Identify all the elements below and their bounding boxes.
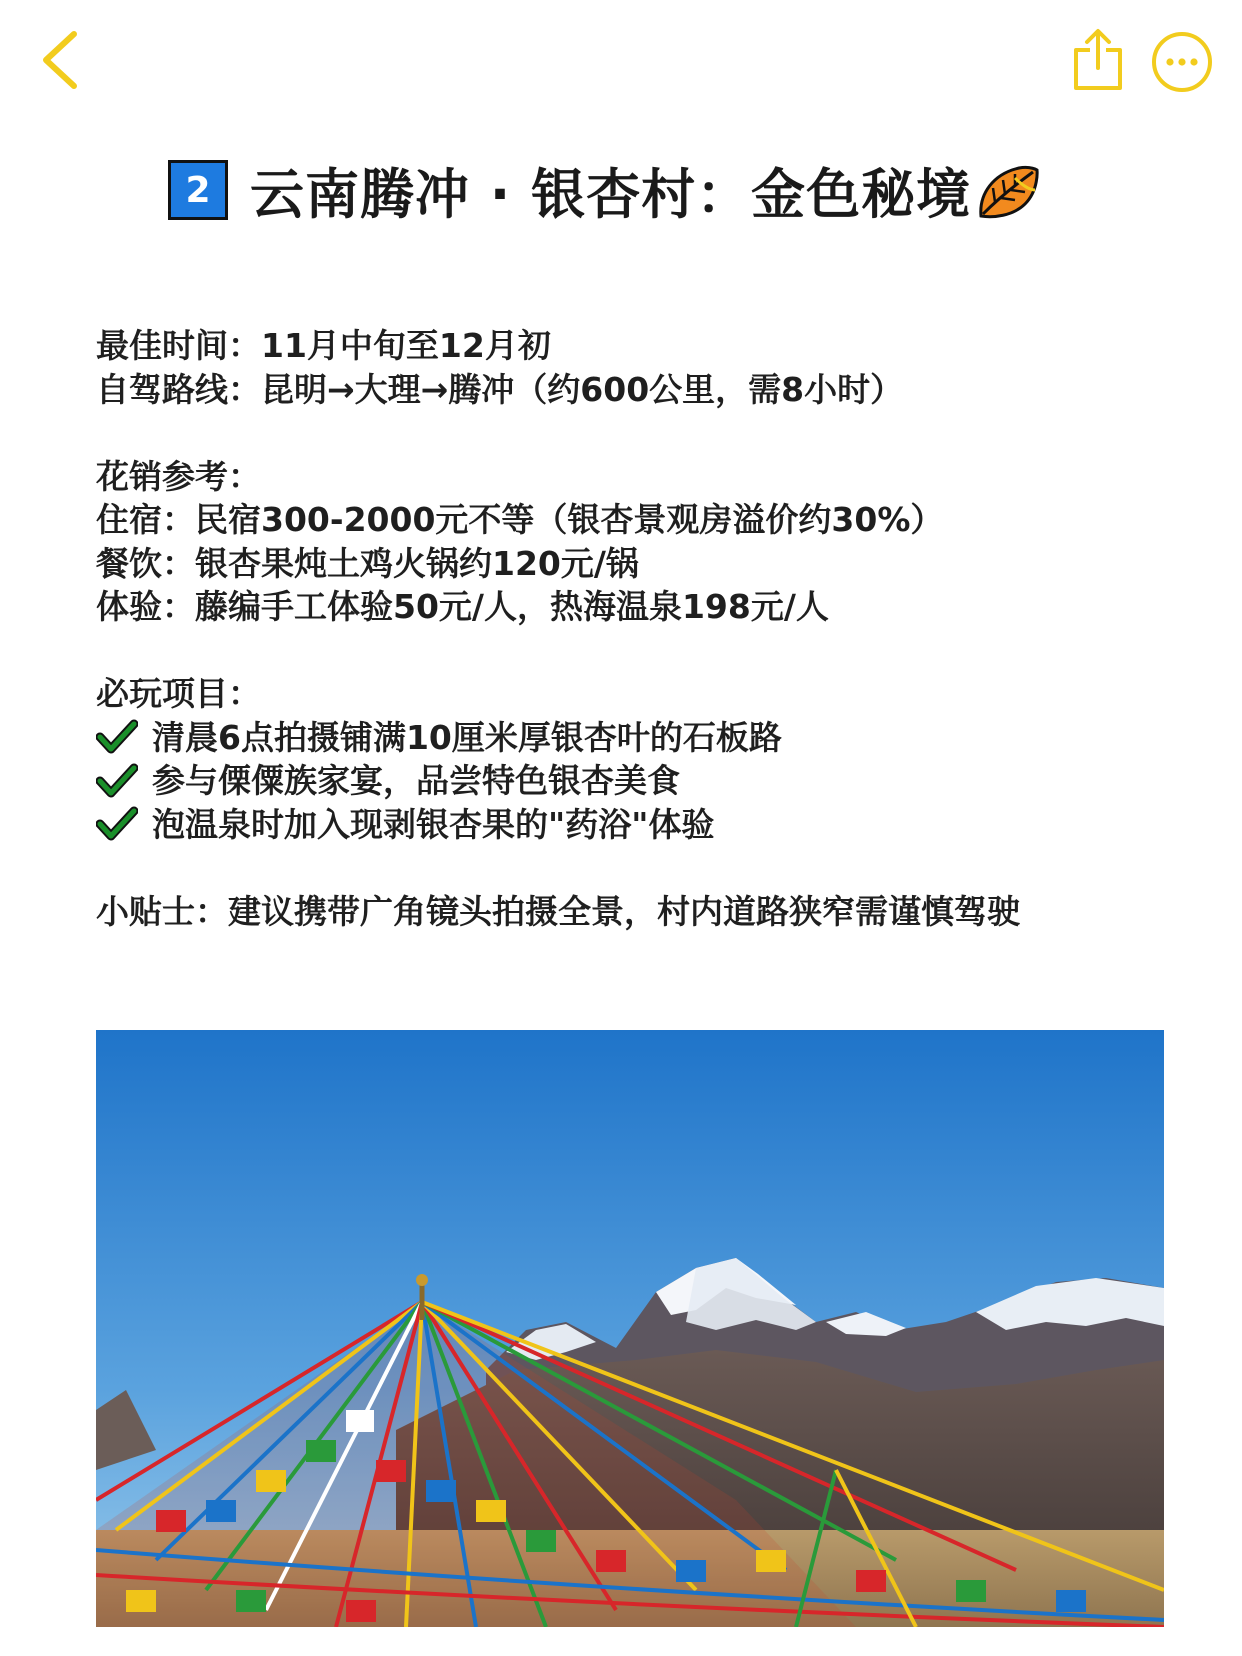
share-button[interactable] bbox=[1070, 26, 1126, 92]
cost-experience: 体验：藤编手工体验50元/人，热海温泉198元/人 bbox=[96, 587, 829, 626]
list-item bbox=[96, 759, 1156, 803]
snow-mountain-prayer-flags-photo[interactable] bbox=[96, 1030, 1164, 1627]
more-button[interactable] bbox=[1150, 30, 1214, 94]
guide-content bbox=[96, 324, 1156, 933]
check-mark-icon bbox=[96, 763, 138, 799]
costs-heading: 花销参考： bbox=[96, 456, 261, 496]
top-bar bbox=[0, 0, 1242, 120]
page-title bbox=[168, 150, 1041, 230]
share-icon bbox=[1070, 26, 1126, 92]
best-time: 最佳时间：11月中旬至12月初 bbox=[96, 326, 551, 365]
must-do-item-text: 清晨6点拍摄铺满10厘米厚银杏叶的石板路 bbox=[152, 717, 782, 757]
cost-food: 餐饮：银杏果炖土鸡火锅约120元/锅 bbox=[96, 543, 639, 583]
chevron-left-icon bbox=[36, 28, 86, 92]
back-button[interactable] bbox=[36, 28, 86, 92]
title-text: 云南腾冲 · 银杏村：金色秘境 bbox=[250, 162, 972, 226]
route: 自驾路线：昆明→大理→腾冲（约600公里，需8小时） bbox=[96, 369, 904, 409]
number-badge: 2 bbox=[168, 160, 228, 220]
must-do-heading: 必玩项目： bbox=[96, 674, 261, 713]
list-item bbox=[96, 803, 1156, 847]
tip-text: 小贴士：建议携带广角镜头拍摄全景，村内道路狭窄需谨慎驾驶 bbox=[96, 891, 1020, 931]
check-mark-icon bbox=[96, 806, 138, 842]
check-mark-icon bbox=[96, 719, 138, 755]
more-dots-icon bbox=[1150, 30, 1214, 94]
must-do-item-text: 泡温泉时加入现剥银杏果的"药浴"体验 bbox=[152, 804, 715, 844]
list-item bbox=[96, 716, 1156, 760]
must-do-item-text: 参与傈僳族家宴，品尝特色银杏美食 bbox=[152, 761, 680, 800]
fallen-leaf-icon bbox=[975, 160, 1041, 220]
cost-stay: 住宿：民宿300-2000元不等（银杏景观房溢价约30%） bbox=[96, 500, 944, 539]
